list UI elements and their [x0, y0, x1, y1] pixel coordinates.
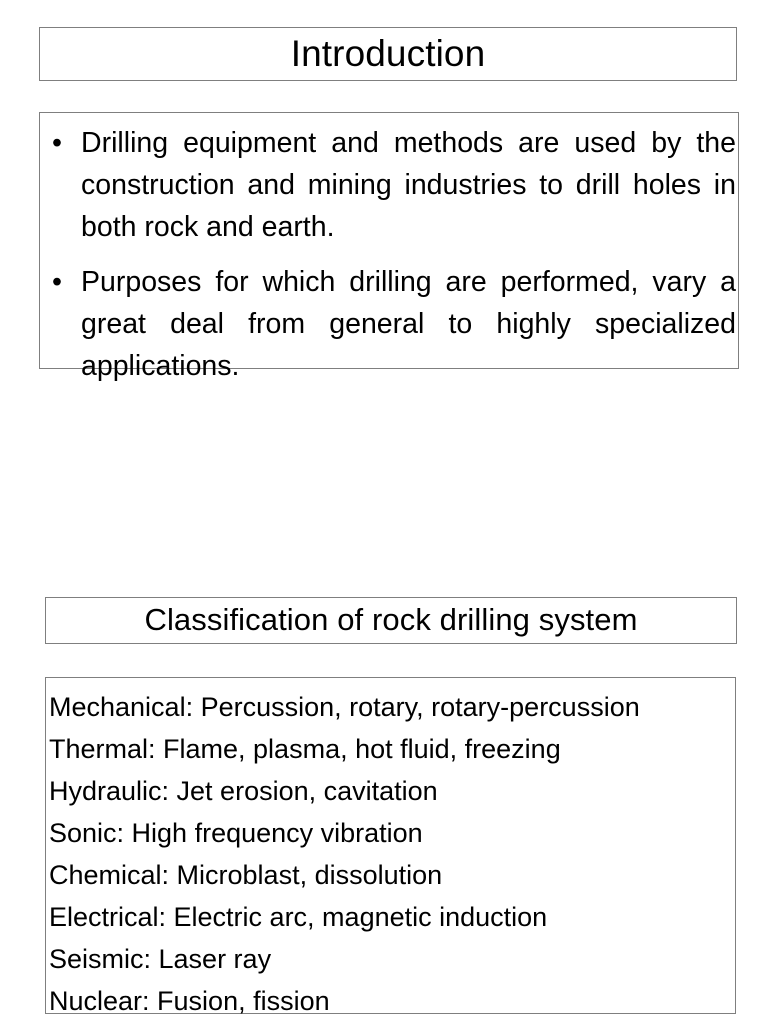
list-item: Seismic: Laser ray — [49, 944, 272, 974]
classification-list — [49, 686, 733, 1022]
list-item: Hydraulic: Jet erosion, cavitation — [49, 776, 438, 806]
classification-content-box — [45, 677, 736, 1014]
bullet-marker-icon: • — [52, 266, 62, 298]
introduction-content-box — [39, 112, 739, 382]
list-item: Mechanical: Percussion, rotary, rotary-percussion — [49, 692, 640, 722]
list-item: Chemical: Microblast, dissolution — [49, 860, 443, 890]
list-item: Electrical: Electric arc, magnetic induction — [49, 902, 548, 932]
introduction-title-box — [39, 27, 737, 81]
bullet-item-text: Purposes for which drilling are performed, vary a great deal from general to highly specialized applications. — [81, 266, 736, 382]
introduction-title-text: Introduction — [290, 32, 486, 74]
bullet-item — [42, 261, 736, 387]
classification-title-text: Classification of rock drilling system — [144, 602, 638, 638]
introduction-bullet-list — [42, 122, 736, 387]
bullet-marker-icon: • — [52, 127, 62, 159]
list-item: Thermal: Flame, plasma, hot fluid, freezing — [49, 734, 561, 764]
bullet-item-text: Drilling equipment and methods are used by the construction and mining industries to drill holes in both rock and earth. — [81, 127, 736, 243]
bullet-item — [42, 122, 736, 248]
list-item: Nuclear: Fusion, fission — [49, 986, 330, 1016]
list-item: Sonic: High frequency vibration — [49, 818, 423, 848]
classification-title-box — [45, 597, 737, 644]
